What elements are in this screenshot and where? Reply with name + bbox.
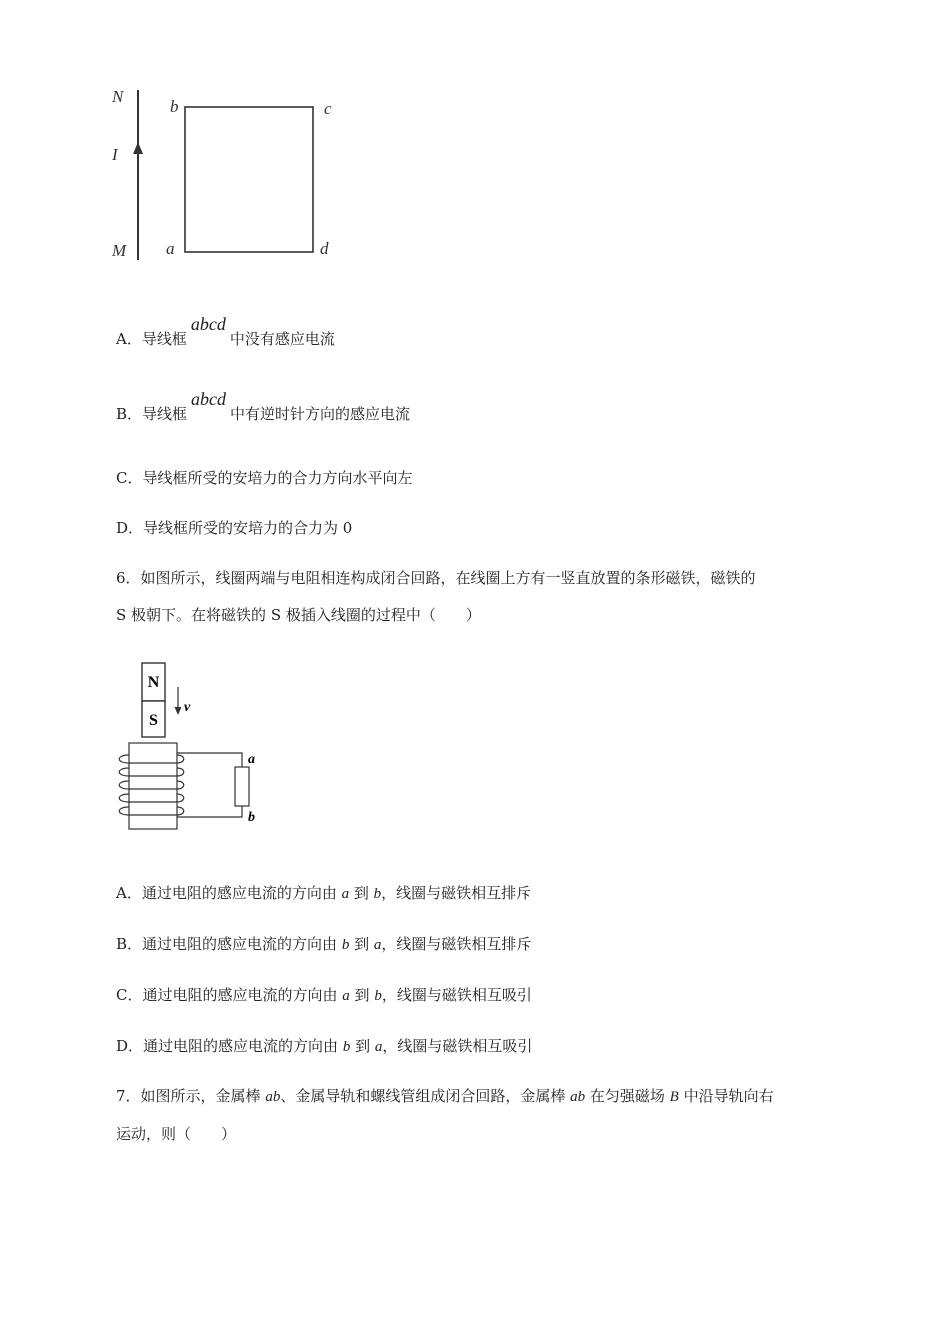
q7-stem <box>116 1078 836 1153</box>
resistor <box>235 767 249 806</box>
magnet-s-label: S <box>149 712 158 729</box>
q6-line2: S 极朝下。在将磁铁的 S 极插入线圈的过程中（ ） <box>116 606 481 624</box>
q7-text: 7．如图所示，金属棒 <box>116 1087 266 1105</box>
label-c: c <box>324 99 332 118</box>
q6-stem <box>116 560 836 634</box>
option-letter: C． <box>116 986 143 1004</box>
q6-line1: 6．如图所示，线圈两端与电阻相连构成闭合回路，在线圈上方有一竖直放置的条形磁铁，磁铁的 <box>116 569 756 587</box>
var: b <box>373 886 382 902</box>
q6-option-b <box>116 933 531 954</box>
option-text: ，线圈与磁铁相互吸引 <box>382 1037 533 1055</box>
option-text: 导线框所受的安培力的合力为 0 <box>143 519 353 537</box>
q7-line1 <box>116 1078 836 1116</box>
q5-option-a <box>116 314 335 349</box>
var: ab <box>265 1089 281 1105</box>
label-b: b <box>170 97 179 116</box>
wire-loop-figure <box>100 80 350 270</box>
coil-core <box>129 743 177 829</box>
option-letter: B． <box>116 935 143 953</box>
option-text: ，线圈与磁铁相互排斥 <box>381 884 532 902</box>
option-letter: B． <box>116 405 143 423</box>
option-text: 中有逆时针方向的感应电流 <box>230 405 411 423</box>
option-letter: C． <box>116 469 143 487</box>
magnet-n-label: N <box>147 674 160 691</box>
label-N: N <box>112 87 124 106</box>
q7-text: 、金属导轨和螺线管组成闭合回路，金属棒 <box>280 1087 571 1105</box>
option-text: ，线圈与磁铁相互吸引 <box>381 986 532 1004</box>
var: B <box>669 1089 679 1105</box>
magnet-coil-figure <box>110 655 280 835</box>
q7-line2: 运动，则（ ） <box>116 1125 237 1143</box>
var: a <box>373 937 382 953</box>
label-M: M <box>112 241 127 260</box>
label-a: a <box>166 239 175 258</box>
var: a <box>374 1039 383 1055</box>
option-text: ，线圈与磁铁相互排斥 <box>381 935 532 953</box>
var: b <box>374 988 382 1004</box>
option-text: 通过电阻的感应电流的方向由 <box>142 986 343 1004</box>
math-abcd: abcd <box>190 314 226 334</box>
q6-option-d <box>116 1035 532 1056</box>
option-text: 到 <box>350 1037 375 1055</box>
square-loop <box>185 107 313 252</box>
option-text: 到 <box>349 935 374 953</box>
var: b <box>341 937 350 953</box>
label-I: I <box>112 145 118 164</box>
bottom-wire <box>177 806 242 817</box>
math-abcd: abcd <box>191 389 227 409</box>
option-letter: A． <box>116 330 142 348</box>
option-letter: A． <box>116 884 142 902</box>
option-letter: D． <box>116 1037 144 1055</box>
q6-option-c <box>116 984 532 1005</box>
option-text: 中没有感应电流 <box>229 330 335 348</box>
terminal-a-label: a <box>248 752 255 767</box>
option-text: 导线框 <box>141 330 187 348</box>
option-text: 导线框所受的安培力的合力方向水平向左 <box>142 469 413 487</box>
var: a <box>341 886 350 902</box>
option-text: 通过电阻的感应电流的方向由 <box>141 884 342 902</box>
q5-option-c <box>116 467 413 488</box>
current-arrow-icon <box>133 142 143 154</box>
top-wire <box>177 753 242 767</box>
q5-option-b <box>116 389 411 424</box>
option-text: 导线框 <box>142 405 188 423</box>
label-d: d <box>320 239 329 258</box>
option-text: 到 <box>349 986 375 1004</box>
option-text: 通过电阻的感应电流的方向由 <box>142 935 342 953</box>
terminal-b-label: b <box>248 810 255 825</box>
var: ab <box>570 1089 586 1105</box>
q7-text: 中沿导轨向右 <box>678 1087 774 1105</box>
velocity-arrow-icon <box>175 707 182 715</box>
var: a <box>342 988 350 1004</box>
option-text: 到 <box>349 884 374 902</box>
q6-option-a <box>116 882 531 903</box>
var: b <box>342 1039 351 1055</box>
option-text: 通过电阻的感应电流的方向由 <box>143 1037 343 1055</box>
q5-option-d <box>116 517 352 538</box>
option-letter: D． <box>116 519 144 537</box>
velocity-label: v <box>184 700 191 715</box>
q7-text: 在匀强磁场 <box>585 1087 670 1105</box>
